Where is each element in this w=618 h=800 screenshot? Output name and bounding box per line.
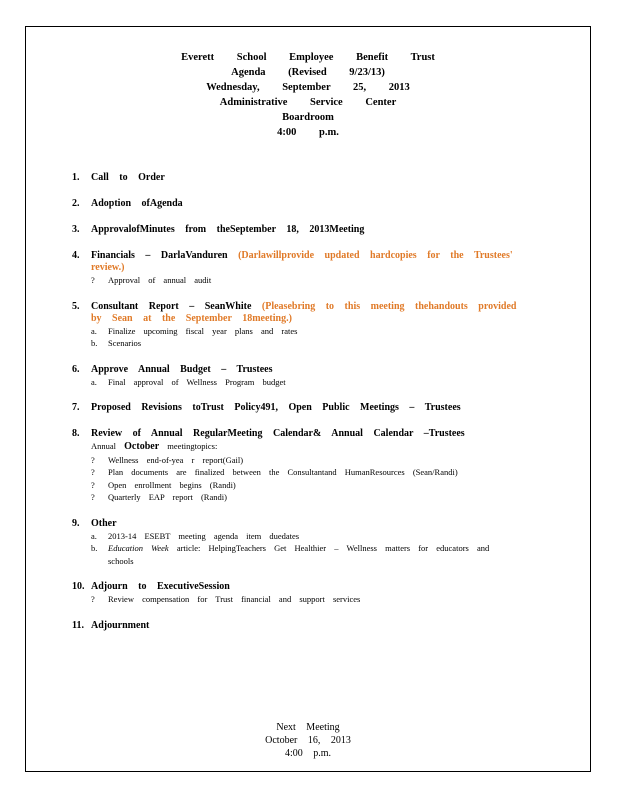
- agenda-item: 6. Approve Annual Budget – Trustees a. Final approval of Wellness Program budget: [72, 364, 522, 389]
- item-title: Adoption ofAgenda: [91, 198, 183, 209]
- sub-item: ? Approval of annual audit: [91, 275, 212, 285]
- sub-item: ? Plan documents are finalized between the Consultantand HumanResources (Sean/Randi): [91, 467, 458, 477]
- item-title: Call to Order: [91, 172, 165, 183]
- item-title: Proposed Revisions toTrust Policy491, Open Public Meetings – Trustees: [91, 402, 461, 413]
- agenda-item: 4. Financials – DarlaVanduren (Darlawillprovide updated hardcopies for the Trustees' review.) ? Approval of annual audit: [72, 250, 522, 287]
- sub-item: a. 2013-14 ESEBT meeting agenda item duedates: [91, 530, 300, 541]
- item-title: Approve Annual Budget – Trustees: [91, 363, 273, 375]
- next-meeting-date: October 16, 2013: [265, 735, 351, 746]
- item-note: (Darlawillprovide updated hardcopies for the Trustees' review.): [91, 250, 513, 273]
- document-page: [25, 26, 591, 772]
- item-title: ApprovalofMinutes from theSeptember 18, 2013Meeting: [91, 224, 365, 235]
- agenda-item: 3. ApprovalofMinutes from theSeptember 18, 2013Meeting: [72, 224, 522, 236]
- item-title: Review of Annual RegularMeeting Calendar& Annual Calendar –Trustees: [91, 428, 465, 439]
- agenda-item: 2. Adoption ofAgenda: [72, 198, 522, 210]
- agenda-item: 10. Adjourn to ExecutiveSession ? Review compensation for Trust financial and support services: [72, 581, 522, 606]
- item-title: Adjourn to ExecutiveSession: [91, 581, 230, 592]
- sub-item: ? Open enrollment begins (Randi): [91, 479, 236, 490]
- next-meeting-label: Next Meeting: [276, 722, 340, 733]
- item-title: Financials – DarlaVanduren (Darlawillprovide updated hardcopies for the Trustees' review.): [91, 250, 513, 273]
- sub-item: b. Education Week article: HelpingTeachers Get Healthier – Wellness matters for educators and schools: [91, 543, 490, 566]
- agenda-item: 7. Proposed Revisions toTrust Policy491, Open Public Meetings – Trustees: [72, 402, 522, 414]
- header-location: Administrative Service Center: [219, 97, 397, 108]
- header-time: 4:00 p.m.: [277, 127, 339, 138]
- next-meeting-time: 4:00 p.m.: [284, 748, 332, 759]
- item-note: (Pleasebring to this meeting thehandouts provided by Sean at the September 18meeting.): [91, 300, 517, 324]
- header-org: Everett School Employee Benefit Trust: [181, 52, 435, 63]
- agenda-item: 5. Consultant Report – SeanWhite (Pleasebring to this meeting thehandouts provided by Sean at the September 18meeting.) a. Finalize upcoming fiscal year plans and rates b. Scenarios: [72, 301, 522, 350]
- header-agenda: Agenda (Revised 9/23/13): [231, 67, 385, 78]
- sub-item: ? Quarterly EAP report (Randi): [91, 492, 227, 502]
- sub-item: a. Final approval of Wellness Program budget: [91, 376, 286, 387]
- sub-item: a. Finalize upcoming fiscal year plans and rates: [91, 325, 298, 336]
- agenda-item: 8. Review of Annual RegularMeeting Calendar& Annual Calendar –Trustees Annual October meetingtopics: ? Wellness end-of-yea r report(Gail) ? Plan documents are finalized between the Consultantand HumanResources (Sean/Randi) ? Open enrollment begins (Randi) ? Quarterly EAP report (Randi): [72, 428, 522, 504]
- sub-item: ? Review compensation for Trust financial and support services: [91, 594, 361, 604]
- header-date: Wednesday, September 25, 2013: [206, 82, 410, 93]
- sub-item: b. Scenarios: [91, 338, 142, 348]
- agenda-item: 1. Call to Order: [72, 172, 522, 184]
- item-title: Consultant Report – SeanWhite (Pleasebring to this meeting thehandouts provided by Sean at the September 18meeting.): [91, 300, 517, 324]
- item-title: Adjournment: [91, 619, 150, 631]
- item-title: Other: [91, 517, 117, 529]
- item-intro: Annual October meetingtopics:: [91, 441, 218, 452]
- agenda-list: [72, 172, 522, 646]
- agenda-item: 9. Other a. 2013-14 ESEBT meeting agenda item duedates b. Education Week article: HelpingTeachers Get Healthier – Wellness matters for educators and schools: [72, 518, 522, 568]
- agenda-header: [26, 50, 590, 140]
- next-meeting: [26, 721, 590, 760]
- agenda-item: 11. Adjournment: [72, 620, 522, 632]
- header-room: Boardroom: [282, 112, 334, 123]
- sub-item: ? Wellness end-of-yea r report(Gail): [91, 454, 244, 465]
